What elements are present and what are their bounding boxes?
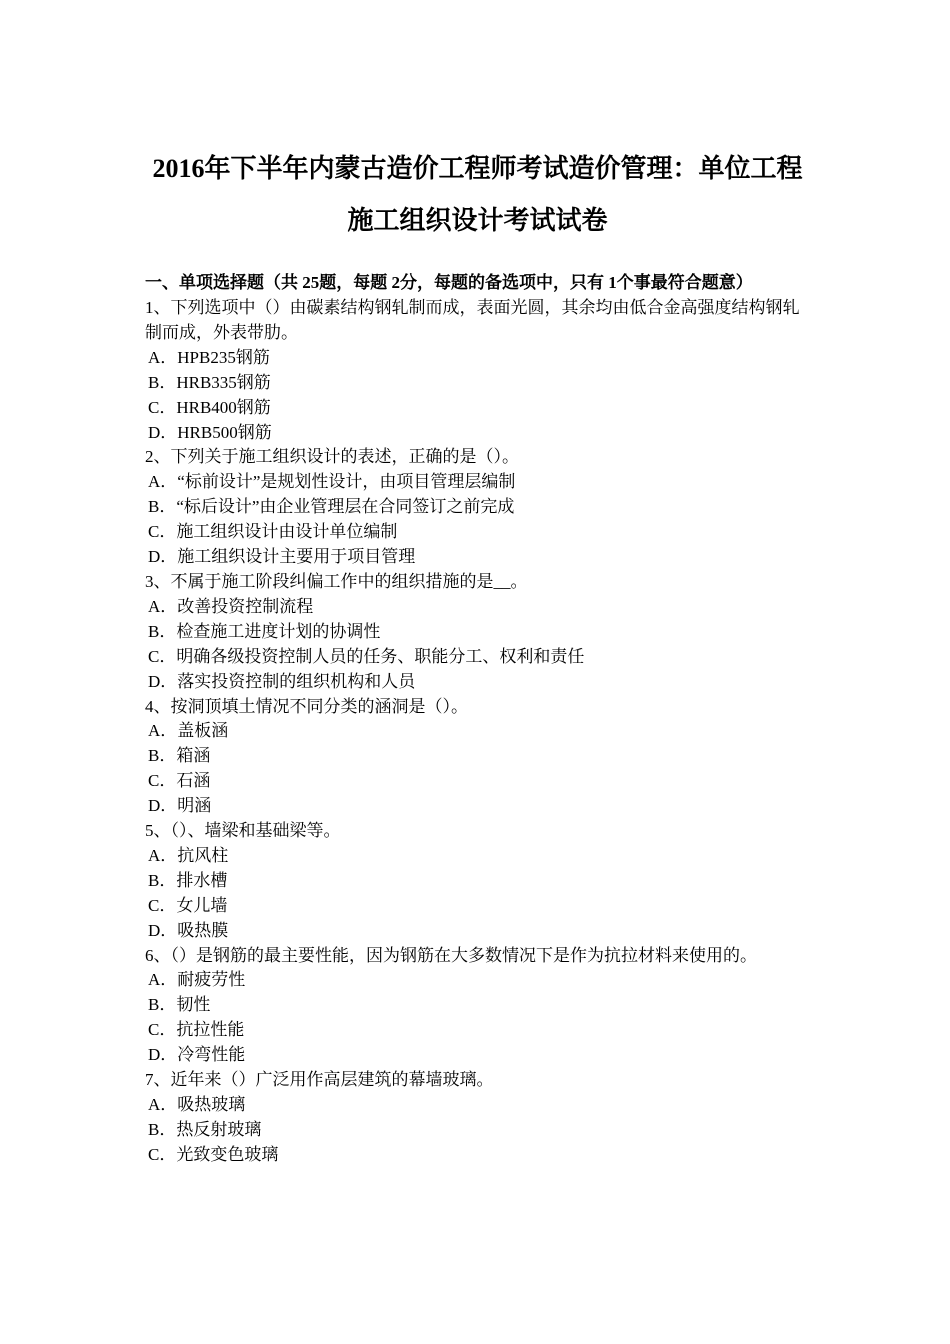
answer-option: D．明涵 xyxy=(148,796,212,816)
question-stem: 4、按洞顶填土情况不同分类的涵洞是（）。 xyxy=(145,696,468,716)
answer-option: A．改善投资控制流程 xyxy=(148,596,314,616)
answer-option: D．吸热膜 xyxy=(148,920,229,940)
answer-option: B．排水槽 xyxy=(148,870,228,890)
answer-option: A．“标前设计”是规划性设计，由项目管理层编制 xyxy=(148,472,516,492)
document-page xyxy=(145,0,810,1168)
question-list xyxy=(145,296,810,1168)
answer-option: C．明确各级投资控制人员的任务、职能分工、权利和责任 xyxy=(148,646,585,666)
question-stem: 3、不属于施工阶段纠偏工作中的组织措施的是__。 xyxy=(145,571,528,591)
answer-option: C．石涵 xyxy=(148,771,211,791)
question-item xyxy=(145,944,810,1069)
question-stem: 1、下列选项中（）由碳素结构钢轧制而成，表面光圆，其余均由低合金高强度结构钢轧制而成，外表带肋。 xyxy=(145,298,800,342)
question-item xyxy=(145,695,810,820)
answer-option: B．箱涵 xyxy=(148,746,211,766)
answer-option: C．女儿墙 xyxy=(148,895,228,915)
answer-option: B．检查施工进度计划的协调性 xyxy=(148,621,381,641)
answer-option: A．盖板涵 xyxy=(148,721,229,741)
answer-option: C．光致变色玻璃 xyxy=(148,1144,279,1164)
answer-option: C．抗拉性能 xyxy=(148,1020,245,1040)
question-stem: 7、近年来（）广泛用作高层建筑的幕墙玻璃。 xyxy=(145,1070,494,1090)
question-item xyxy=(145,819,810,944)
document-title xyxy=(145,0,810,247)
answer-option: D．施工组织设计主要用于项目管理 xyxy=(148,547,416,567)
answer-option: D．落实投资控制的组织机构和人员 xyxy=(148,671,416,691)
answer-option: B．热反射玻璃 xyxy=(148,1119,262,1139)
answer-option: B．“标后设计”由企业管理层在合同签订之前完成 xyxy=(148,497,515,517)
question-stem: 2、下列关于施工组织设计的表述，正确的是（）。 xyxy=(145,447,519,467)
answer-option: A．吸热玻璃 xyxy=(148,1095,246,1114)
question-stem: 5、（）、墙梁和基础梁等。 xyxy=(145,821,341,841)
document-title-line-2: 施工组织设计考试试卷 xyxy=(347,206,608,235)
answer-option: D．冷弯性能 xyxy=(148,1045,246,1065)
question-item xyxy=(145,570,810,695)
question-item xyxy=(145,445,810,570)
section-heading: 一、单项选择题（共 25题，每题 2分，每题的备选项中，只有 1个事最符合题意） xyxy=(145,273,753,292)
answer-option: A．耐疲劳性 xyxy=(148,970,246,990)
question-item xyxy=(145,296,810,445)
answer-option: A．HPB235钢筋 xyxy=(148,347,270,367)
answer-option: B．韧性 xyxy=(148,995,211,1015)
answer-option: C．施工组织设计由设计单位编制 xyxy=(148,522,398,542)
document-title-line-1: 2016年下半年内蒙古造价工程师考试造价管理：单位工程 xyxy=(152,154,803,183)
answer-option: A．抗风柱 xyxy=(148,845,229,865)
answer-option: D．HRB500钢筋 xyxy=(148,422,272,442)
answer-option: B．HRB335钢筋 xyxy=(148,372,271,392)
answer-option: C．HRB400钢筋 xyxy=(148,397,271,417)
question-stem: 6、（）是钢筋的最主要性能，因为钢筋在大多数情况下是作为抗拉材料来使用的。 xyxy=(145,945,757,965)
question-item xyxy=(145,1068,810,1168)
